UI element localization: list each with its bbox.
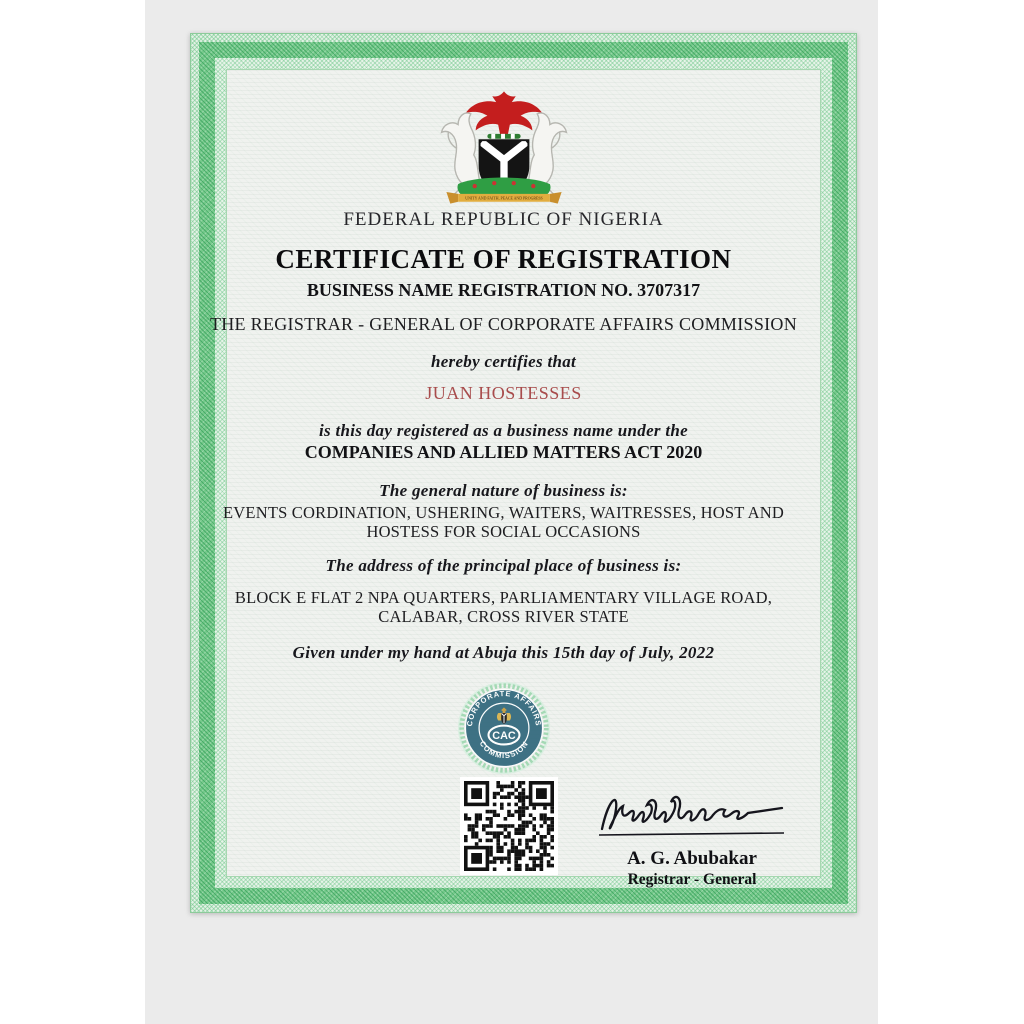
coat-of-arms-motto: UNITY AND FAITH, PEACE AND PROGRESS (464, 196, 543, 201)
registrar-name: A. G. Abubakar (627, 848, 757, 869)
cac-seal-wrap (204, 681, 803, 780)
registration-number-line: BUSINESS NAME REGISTRATION NO. 3707317 (306, 280, 701, 300)
certifies-label: hereby certifies that (430, 352, 577, 371)
qr-code-icon (464, 781, 554, 871)
document-photo-background (145, 0, 878, 1024)
address-label: The address of the principal place of business is: (325, 556, 682, 575)
business-name: JUAN HOSTESSES (425, 383, 582, 403)
seal-top-arc-text: CORPORATE AFFAIRS (464, 688, 543, 727)
issuer-line: THE REGISTRAR - GENERAL OF CORPORATE AFFAIRS COMMISSION (209, 314, 798, 334)
signature-scrawl-icon (594, 783, 790, 841)
country-name: FEDERAL REPUBLIC OF NIGERIA (343, 209, 664, 230)
seal-cac-text: CAC (491, 729, 516, 742)
nature-of-business-label: The general nature of business is: (379, 481, 628, 500)
nature-of-business-value: EVENTS CORDINATION, USHERING, WAITERS, WAITRESSES, HOST AND HOSTESS FOR SOCIAL OCCASIONS (223, 503, 784, 542)
seal-bottom-arc-text: COMMISSION (477, 739, 530, 761)
certificate-title: CERTIFICATE OF REGISTRATION (275, 244, 732, 274)
registered-line: is this day registered as a business name under the (318, 421, 689, 440)
issued-line: Given under my hand at Abuja this 15th day of July, 2022 (292, 643, 715, 662)
nigeria-coat-of-arms-icon (421, 89, 587, 207)
cac-seal-icon (457, 681, 551, 775)
signature-block (592, 783, 792, 889)
qr-code (460, 777, 558, 875)
certificate-paper (190, 33, 857, 913)
certificate-content (190, 33, 857, 913)
registrar-title: Registrar - General (627, 871, 757, 888)
coat-of-arms-wrap (204, 89, 803, 212)
address-value: BLOCK E FLAT 2 NPA QUARTERS, PARLIAMENTARY VILLAGE ROAD, CALABAR, CROSS RIVER STATE (234, 588, 773, 627)
act-line: COMPANIES AND ALLIED MATTERS ACT 2020 (304, 442, 703, 462)
